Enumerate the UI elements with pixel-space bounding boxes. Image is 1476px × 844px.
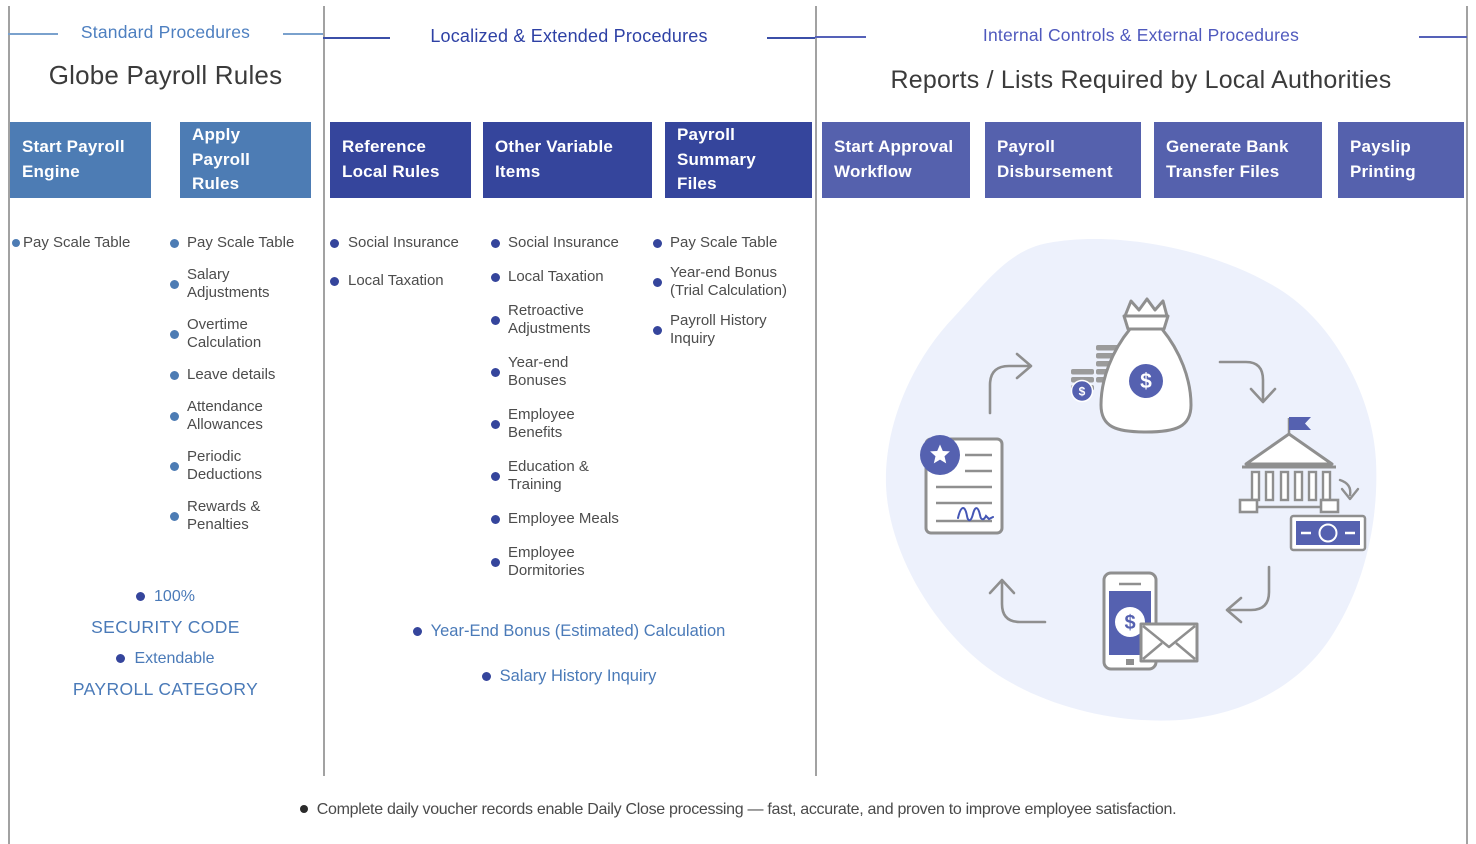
section-divider-2 <box>815 6 817 776</box>
section2-footnotes <box>323 617 815 707</box>
bullet-icon <box>653 239 662 248</box>
bag-dollar-glyph: $ <box>1140 370 1152 393</box>
coin-dollar-glyph: $ <box>1078 384 1086 399</box>
bullet-icon <box>170 412 179 421</box>
section-label-localized-extended: Localized & Extended Procedures <box>430 26 708 46</box>
bullet-icon <box>170 280 179 289</box>
list-item <box>12 234 162 252</box>
list-item <box>491 406 646 442</box>
list-item <box>170 266 322 302</box>
list-item-label: Attendance Allowances <box>187 398 263 433</box>
list-item-label: Payroll History Inquiry <box>670 312 767 347</box>
list-start-payroll-engine <box>12 234 162 266</box>
column-header-apply-payroll-rules: Apply Payroll Rules <box>180 122 311 198</box>
list-item-label: Salary Adjustments <box>187 266 270 301</box>
footnote-text: Year-End Bonus (Estimated) Calculation <box>430 621 726 640</box>
banknote-icon <box>1291 516 1365 550</box>
bullet-icon <box>330 277 339 286</box>
list-reference-local-rules <box>330 234 480 310</box>
section1-footnotes <box>8 581 323 705</box>
bottom-note-text: Complete daily voucher records enable Daily Close processing — fast, accurate, and proven to improve employee satisfaction. <box>316 801 1177 818</box>
footnote-text: 100% <box>154 587 195 605</box>
bullet-icon <box>491 472 500 481</box>
list-item-label: Periodic Deductions <box>187 448 263 483</box>
bullet-icon <box>491 515 500 524</box>
list-item-label: Local Taxation <box>508 268 604 285</box>
list-item-label: Year-end Bonuses <box>508 354 569 389</box>
bullet-icon <box>170 239 179 248</box>
list-item-label: Social Insurance <box>348 234 459 251</box>
list-item-label: Pay Scale Table <box>187 234 295 251</box>
section-label-standard-procedures: Standard Procedures <box>80 22 251 42</box>
bullet-icon <box>653 326 662 335</box>
envelope-icon <box>1141 624 1197 661</box>
column-header-other-variable-items: Other Variable Items <box>483 122 652 198</box>
star-badge-icon <box>920 435 960 475</box>
right-border-line <box>1466 6 1468 844</box>
bullet-icon <box>491 239 500 248</box>
list-item-label: Pay Scale Table <box>23 234 131 251</box>
list-item <box>170 398 322 434</box>
column-header-start-approval-workflow: Start Approval Workflow <box>822 122 970 198</box>
bullet-icon <box>170 330 179 339</box>
footnote-line <box>8 581 323 612</box>
column-header-payroll-summary-files: Payroll Summary Files <box>665 122 812 198</box>
signed-document-icon <box>920 435 1002 533</box>
list-item <box>170 366 322 384</box>
list-item-label: Social Insurance <box>508 234 619 251</box>
footnote-text: SECURITY CODE <box>91 617 240 637</box>
bullet-icon <box>491 420 500 429</box>
list-other-variable-items <box>491 234 646 596</box>
payroll-cycle-illustration <box>868 233 1428 753</box>
bullet-icon <box>482 672 491 681</box>
list-item <box>491 268 646 286</box>
list-item-label: Overtime Calculation <box>187 316 262 351</box>
list-item <box>653 264 811 300</box>
footnote-line <box>323 662 815 690</box>
footnote-line <box>8 643 323 674</box>
list-item-label: Year-end Bonus (Trial Calculation) <box>670 264 787 299</box>
list-item <box>491 302 646 338</box>
bullet-icon <box>491 558 500 567</box>
list-item <box>330 272 480 290</box>
column-header-payroll-disbursement: Payroll Disbursement <box>985 122 1141 198</box>
bullet-icon <box>170 462 179 471</box>
list-item <box>491 234 646 252</box>
bullet-icon <box>330 239 339 248</box>
list-item <box>170 498 322 534</box>
footnote-line <box>323 617 815 645</box>
footnote-line <box>8 674 323 705</box>
bullet-icon <box>413 627 422 636</box>
list-item <box>330 234 480 252</box>
list-item-label: Rewards & Penalties <box>187 498 261 533</box>
list-item <box>491 544 646 580</box>
list-item <box>170 234 322 252</box>
list-item-label: Retroactive Adjustments <box>508 302 591 337</box>
footnote-text: Salary History Inquiry <box>499 666 657 685</box>
bottom-note <box>0 801 1476 819</box>
bullet-icon <box>491 316 500 325</box>
list-item <box>653 234 811 252</box>
title-reports-lists: Reports / Lists Required by Local Authorities <box>890 66 1392 94</box>
bullet-icon <box>12 239 20 247</box>
column-header-payslip-printing: Payslip Printing <box>1338 122 1464 198</box>
bullet-icon <box>170 371 179 380</box>
column-header-reference-local-rules: Reference Local Rules <box>330 122 471 198</box>
bullet-icon <box>170 512 179 521</box>
list-item-label: Pay Scale Table <box>670 234 778 251</box>
bullet-icon <box>116 654 125 663</box>
phone-dollar-glyph: $ <box>1124 612 1136 634</box>
list-apply-payroll-rules <box>170 234 322 548</box>
list-item <box>491 510 646 528</box>
list-item <box>170 316 322 352</box>
list-item <box>653 312 811 348</box>
column-header-generate-bank-transfer-files: Generate Bank Transfer Files <box>1154 122 1322 198</box>
list-item-label: Local Taxation <box>348 272 444 289</box>
bullet-icon <box>136 592 145 601</box>
list-item <box>491 458 646 494</box>
list-item <box>491 354 646 390</box>
list-payroll-summary-files <box>653 234 811 360</box>
bullet-icon <box>653 278 662 287</box>
footnote-text: Extendable <box>134 649 215 667</box>
list-item-label: Employee Benefits <box>508 406 575 441</box>
list-item-label: Employee Meals <box>508 510 619 527</box>
list-item <box>170 448 322 484</box>
list-item-label: Leave details <box>187 366 276 383</box>
list-item-label: Education & Training <box>508 458 589 493</box>
footnote-line <box>8 612 323 643</box>
title-globe-payroll-rules: Globe Payroll Rules <box>48 60 283 90</box>
bullet-icon <box>491 368 500 377</box>
bullet-icon <box>300 805 308 813</box>
footnote-text: PAYROLL CATEGORY <box>72 679 259 699</box>
section-label-internal-external: Internal Controls & External Procedures <box>982 25 1300 45</box>
bullet-icon <box>491 273 500 282</box>
column-header-start-payroll-engine: Start Payroll Engine <box>10 122 151 198</box>
list-item-label: Employee Dormitories <box>508 544 585 579</box>
